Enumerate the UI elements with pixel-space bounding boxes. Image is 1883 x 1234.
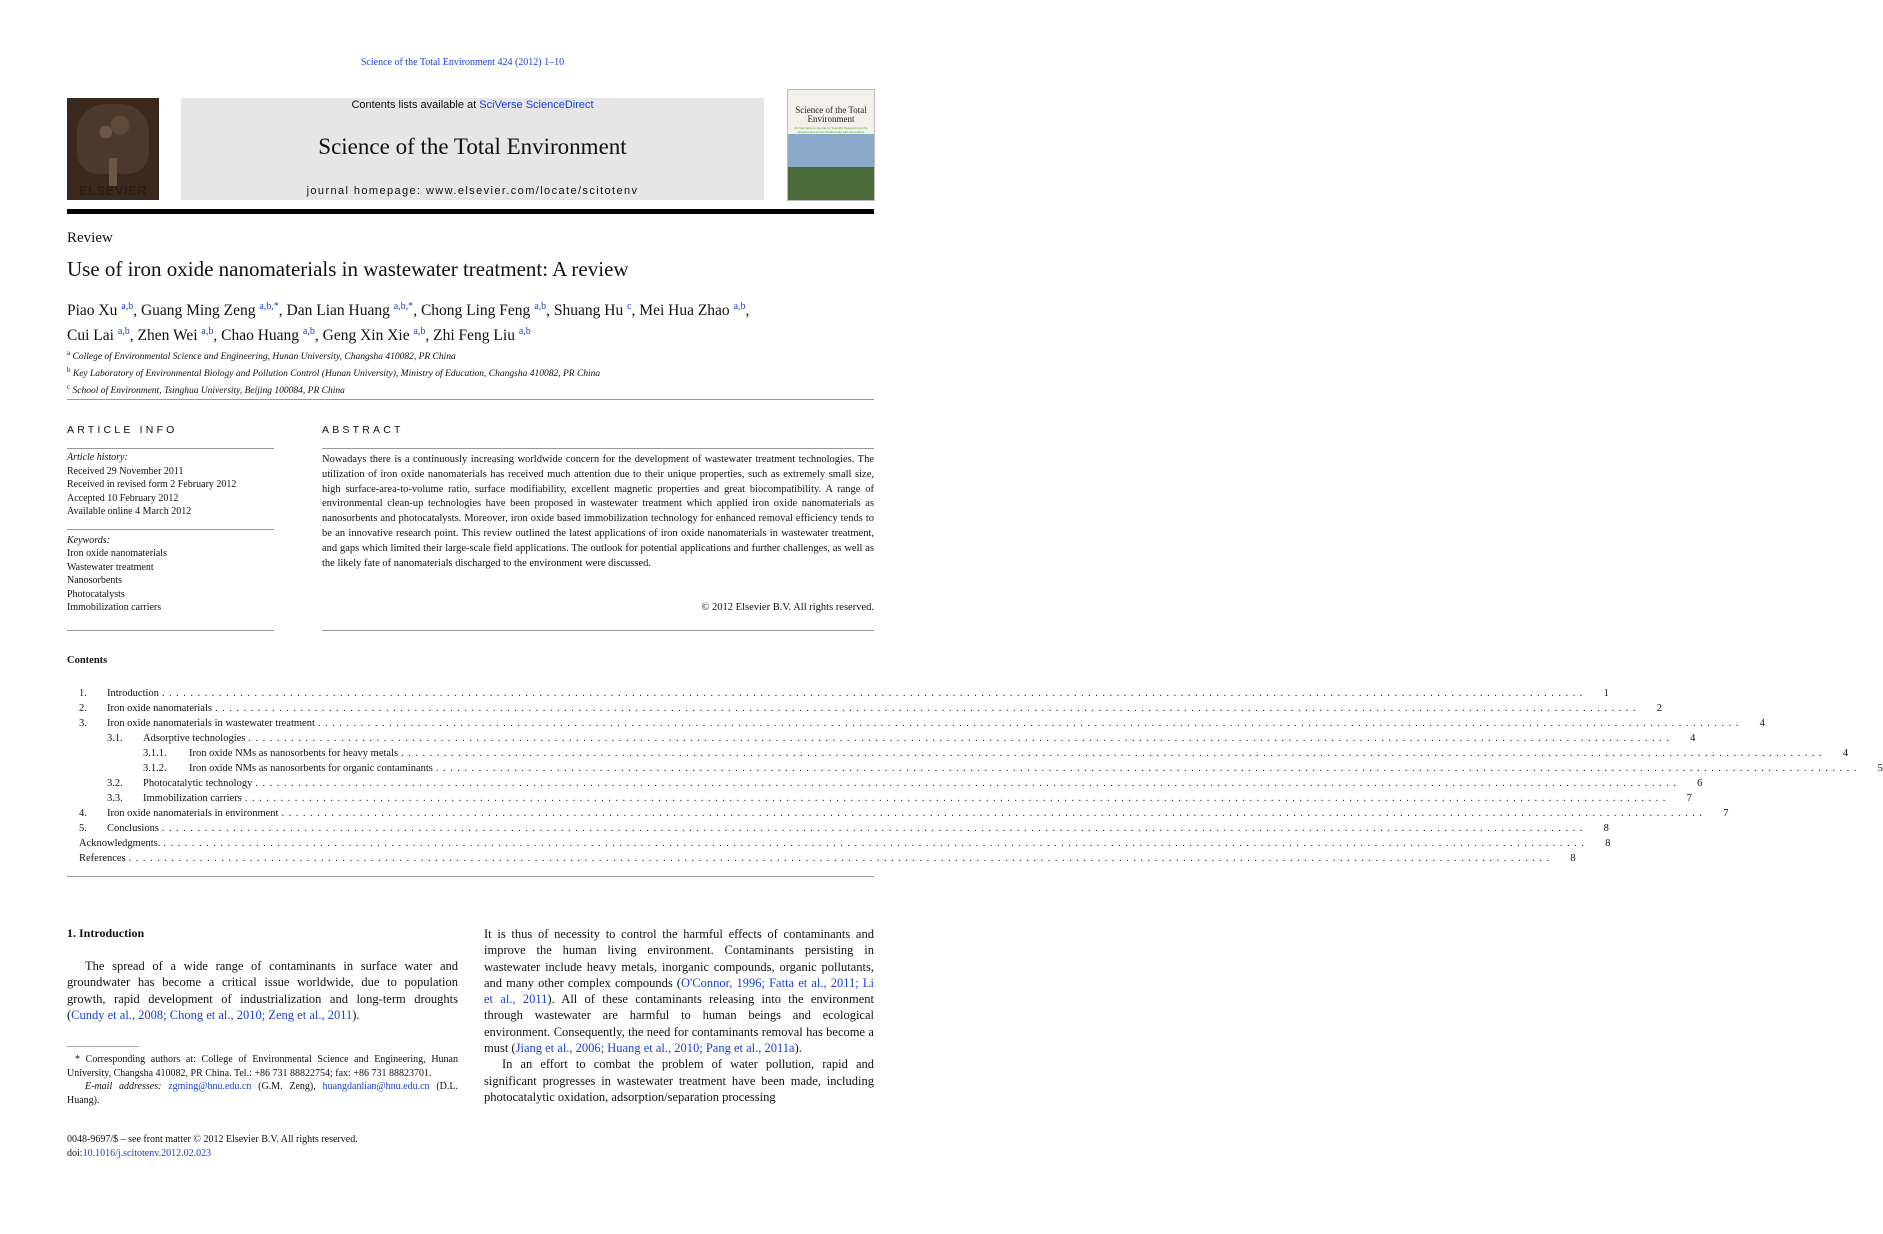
issn-line: 0048-9697/$ – see front matter © 2012 Elsevier B.V. All rights reserved. doi:10.1016/j.scitotenv.2012.02.023 <box>67 1134 358 1159</box>
author-name: , Geng Xin Xie <box>314 327 414 345</box>
toc-number: 2. <box>79 703 87 714</box>
toc-row[interactable] <box>67 761 1883 776</box>
toc-number: 3.2. <box>107 778 123 789</box>
toc-page[interactable]: 6 <box>1697 778 1703 789</box>
toc-leader: ........................................................................................................................................................................................................ <box>248 733 1674 744</box>
journal-title: Science of the Total Environment <box>318 134 627 159</box>
contents-heading: Contents <box>67 655 108 666</box>
cover-title: Science of the Total Environment <box>795 105 867 124</box>
toc-leader: ........................................................................................................................................................................................................ <box>161 688 1587 699</box>
corresponding-author-note: * Corresponding authors at: College of Environmental Science and Engineering, Hunan University, Changsha 410082, PR China. Tel.: +86 731 88822754; fax: +86 731 88823701. <box>67 1054 458 1079</box>
toc-title[interactable]: Iron oxide nanomaterials in environment <box>107 808 279 819</box>
history-label: Article history: <box>67 452 128 463</box>
author-list <box>67 296 877 346</box>
toc-page[interactable]: 5 <box>1877 763 1883 774</box>
keywords-label: Keywords: <box>67 534 110 546</box>
toc-leader: ........................................................................................................................................................................................................ <box>255 778 1681 789</box>
citation-link[interactable]: Jiang et al., 2006; Huang et al., 2010; Pang et al., 2011a <box>515 1041 795 1056</box>
toc-row[interactable] <box>67 776 1703 791</box>
sciencedirect-link[interactable]: SciVerse ScienceDirect <box>479 99 594 111</box>
toc-row[interactable] <box>67 791 1692 806</box>
article-history <box>67 465 274 519</box>
citation-link[interactable]: Cundy et al., 2008; Chong et al., 2010; Zeng et al., 2011 <box>71 1007 353 1022</box>
keyword: Photocatalysts <box>67 588 125 600</box>
elsevier-logo-text: ELSEVIER <box>78 183 148 198</box>
toc-leader: ........................................................................................................................................................................................................ <box>401 748 1827 759</box>
email-addresses: E-mail addresses: zgming@hnu.edu.cn (G.M. Zeng), huangdanlian@hnu.edu.cn (D.L. Huang). <box>67 1081 458 1106</box>
keywords-list <box>67 547 274 615</box>
intro-paragraph-2: In an effort to combat the problem of water pollution, rapid and significant progresses in wastewater treatment have been made, including photocatalytic oxidation, adsorption/separation processing <box>484 1057 874 1104</box>
author-name: , Dan Lian Huang <box>278 302 394 320</box>
toc-number: 4. <box>79 808 87 819</box>
toc-title[interactable]: Acknowledgments. <box>79 838 161 849</box>
article-title: Use of iron oxide nanomaterials in wastewater treatment: A review <box>67 257 629 281</box>
contents-available-line: Contents lists available at SciVerse ScienceDirect <box>351 99 594 111</box>
affiliation-mark: b <box>67 366 71 375</box>
affiliation-text: Key Laboratory of Environmental Biology and Pollution Control (Hunan University), Ministry of Education, Changsha 410082, PR China <box>70 369 601 380</box>
journal-banner <box>181 98 764 200</box>
history-item: Accepted 10 February 2012 <box>67 492 179 504</box>
email-link[interactable]: huangdanlian@hnu.edu.cn <box>322 1081 430 1092</box>
affiliation-text: College of Environmental Science and Engineering, Hunan University, Changsha 410082, PR China <box>70 352 456 363</box>
toc-page[interactable]: 4 <box>1842 748 1849 759</box>
author-name: , Zhi Feng Liu <box>425 327 519 345</box>
toc-page[interactable]: 4 <box>1690 733 1696 744</box>
affiliation-text: School of Environment, Tsinghua University, Beijing 100084, PR China <box>70 386 345 397</box>
intro-paragraph-right: It is thus of necessity to control the harmful effects of contaminants and improve the human living environment. Contaminants persisting in wastewater include heavy metals, inorganic compounds, organic pollutants, and many other complex compounds (O'Connor, 1996; Fatta et al., 2011; Li et al., 2011). All of these contaminants releasing into the environment through wastewater are harmful to human beings and ecological environment. Consequently, the need for contaminants removal has become a must (Jiang et al., 2006; Huang et al., 2010; Pang et al., 2011a). In an effort to combat the problem of water pollution, rapid and significant progresses in wastewater treatment have been made, including photocatalytic oxidation, adsorption/separation processing <box>484 927 874 1104</box>
toc-title[interactable]: Conclusions <box>107 823 159 834</box>
affiliation-marker[interactable]: a,b <box>117 326 130 338</box>
toc-number: 3.1.2. <box>143 763 167 774</box>
history-item: Received in revised form 2 February 2012 <box>67 479 237 490</box>
toc-page[interactable]: 8 <box>1603 823 1609 834</box>
author-line-1 <box>67 296 877 321</box>
toc-number: 3. <box>79 718 87 729</box>
toc-row[interactable] <box>67 686 1609 701</box>
toc-leader: ........................................................................................................................................................................................................ <box>244 793 1670 804</box>
author-name: , Mei Hua Zhao <box>631 302 734 320</box>
toc-row[interactable] <box>67 716 1765 731</box>
author-name: Piao Xu <box>67 302 122 320</box>
toc-leader: ........................................................................................................................................................................................................ <box>435 763 1861 774</box>
toc-number: 3.3. <box>107 793 123 804</box>
affiliation-marker[interactable]: a,b <box>534 301 547 312</box>
toc-page[interactable]: 2 <box>1656 703 1662 714</box>
keyword: Nanosorbents <box>67 575 122 586</box>
toc-spacer <box>67 851 79 866</box>
toc-page[interactable]: 4 <box>1759 718 1765 729</box>
toc-title[interactable]: Immobilization carriers <box>143 793 242 804</box>
toc-page[interactable]: 1 <box>1603 688 1609 699</box>
history-item: Available online 4 March 2012 <box>67 506 192 517</box>
toc-title[interactable]: Introduction <box>107 688 159 699</box>
history-item: Received 29 November 2011 <box>67 465 184 477</box>
divider <box>67 399 874 400</box>
email-link[interactable]: zgming@hnu.edu.cn <box>168 1081 252 1092</box>
article-info-heading: ARTICLE INFO <box>67 424 178 436</box>
toc-number: 5. <box>79 823 87 834</box>
toc-number: 3.1.1. <box>143 748 167 759</box>
toc-title[interactable]: Iron oxide NMs as nanosorbents for heavy metals <box>189 748 399 759</box>
toc-row[interactable] <box>67 851 1576 866</box>
copyright: © 2012 Elsevier B.V. All rights reserved. <box>701 602 874 613</box>
toc-row[interactable] <box>67 701 1662 716</box>
toc-page[interactable]: 8 <box>1605 838 1611 849</box>
cover-subtitle: An International Journal for Scientific Research into the Environment and its Relationship with Humankind <box>794 126 868 134</box>
affiliation-mark: c <box>67 383 71 392</box>
author-name: , Chong Ling Feng <box>413 302 535 320</box>
affiliation-marker[interactable]: a,b <box>518 326 531 338</box>
author-name: , Guang Ming Zeng <box>133 302 260 320</box>
keyword: Iron oxide nanomaterials <box>67 548 167 559</box>
intro-paragraph-left: The spread of a wide range of contaminants in surface water and groundwater has become a critical issue worldwide, due to population growth, rapid development of industrialization and long-term droughts (Cundy et al., 2008; Chong et al., 2010; Zeng et al., 2011). <box>67 959 458 1022</box>
affiliation <box>67 381 600 398</box>
affiliation-mark: a <box>67 349 71 357</box>
author-line-2 <box>67 321 877 346</box>
affiliations <box>67 347 600 398</box>
header-rule <box>67 209 874 214</box>
toc-leader: ........................................................................................................................................................................................................ <box>317 718 1743 729</box>
author-name: Cui Lai <box>67 327 118 345</box>
keyword: Immobilization carriers <box>67 602 162 613</box>
affiliation-marker[interactable]: a,b <box>121 301 134 312</box>
affiliation <box>67 364 600 381</box>
elsevier-logo <box>67 98 159 200</box>
affiliation-marker[interactable]: a,b <box>302 326 315 338</box>
toc-leader: ........................................................................................................................................................................................................ <box>281 808 1707 819</box>
abstract-text: Nowadays there is a continuously increasing worldwide concern for the development of wastewater treatment technologies. The utilization of iron oxide nanomaterials has received much attention due to their unique properties, such as extremely small size, high surface-area-to-volume ratio, surface modifiability, excellent magnetic properties and great biocompatibility. A range of environmental clean-up technologies have been proposed in wastewater treatment which applied iron oxide nanomaterials as nanosorbents and photocatalysts. Moreover, iron oxide based immobilization technology for enhanced removal efficiency tends to be an innovative research point. This review outlined the latest applications of iron oxide nanomaterials in wastewater treatment, and gaps which limited their large-scale field applications. The outlook for potential applications and further challenges, as well as the likely fate of nanomaterials discharged to the environment were discussed. <box>322 454 874 569</box>
table-of-contents <box>67 686 1883 866</box>
affiliation-marker[interactable]: a,b <box>413 326 426 338</box>
footnote <box>67 1053 458 1107</box>
doi-link[interactable]: 10.1016/j.scitotenv.2012.02.023 <box>82 1148 212 1159</box>
affiliation-marker[interactable]: c <box>627 301 632 312</box>
abstract-heading: ABSTRACT <box>322 424 404 436</box>
doi: doi:10.1016/j.scitotenv.2012.02.023 <box>67 1148 212 1159</box>
toc-row[interactable] <box>67 821 1609 836</box>
toc-page[interactable]: 8 <box>1570 853 1576 864</box>
toc-title[interactable]: Iron oxide nanomaterials <box>107 703 212 714</box>
affiliation-marker[interactable]: a,b <box>733 301 746 312</box>
toc-leader: ........................................................................................................................................................................................................ <box>163 838 1589 849</box>
journal-homepage[interactable]: journal homepage: www.elsevier.com/locate/scitotenv <box>306 185 639 197</box>
toc-title[interactable]: Photocatalytic technology <box>143 778 253 789</box>
toc-title[interactable]: Iron oxide NMs as nanosorbents for organic contaminants <box>189 763 433 774</box>
toc-title[interactable]: Adsorptive technologies <box>143 733 246 744</box>
author-name: , Shuang Hu <box>546 302 628 320</box>
toc-spacer <box>67 836 79 851</box>
toc-row[interactable] <box>67 731 1696 746</box>
toc-row[interactable] <box>67 806 1729 821</box>
affiliation-marker[interactable]: a,b <box>201 326 214 338</box>
toc-row[interactable] <box>67 836 1611 851</box>
journal-cover-image <box>787 89 875 201</box>
author-name: , Chao Huang <box>213 327 303 345</box>
affiliation-marker[interactable]: a,b,* <box>393 301 414 312</box>
journal-citation[interactable]: Science of the Total Environment 424 (2012) 1–10 <box>360 57 565 68</box>
author-name: , <box>745 302 750 320</box>
affiliation <box>67 347 600 364</box>
toc-row[interactable] <box>67 746 1849 761</box>
toc-number: 1. <box>79 688 87 699</box>
toc-page[interactable]: 7 <box>1686 793 1692 804</box>
section-heading-introduction: 1. Introduction <box>67 926 145 940</box>
toc-title[interactable]: References <box>79 853 126 864</box>
article-info <box>67 451 274 615</box>
toc-number: 3.1. <box>107 733 123 744</box>
affiliation-marker[interactable]: a,b,* <box>259 301 279 312</box>
citation-link[interactable]: O'Connor, 1996; Fatta et al., 2011; Li et al., 2011 <box>484 975 874 1007</box>
toc-leader: ........................................................................................................................................................................................................ <box>128 853 1554 864</box>
toc-leader: ........................................................................................................................................................................................................ <box>214 703 1640 714</box>
toc-leader: ........................................................................................................................................................................................................ <box>161 823 1587 834</box>
article-type: Review <box>67 230 113 246</box>
keyword: Wastewater treatment <box>67 561 154 573</box>
author-name: , Zhen Wei <box>129 327 202 345</box>
toc-page[interactable]: 7 <box>1723 808 1729 819</box>
toc-title[interactable]: Iron oxide nanomaterials in wastewater treatment <box>107 718 315 729</box>
